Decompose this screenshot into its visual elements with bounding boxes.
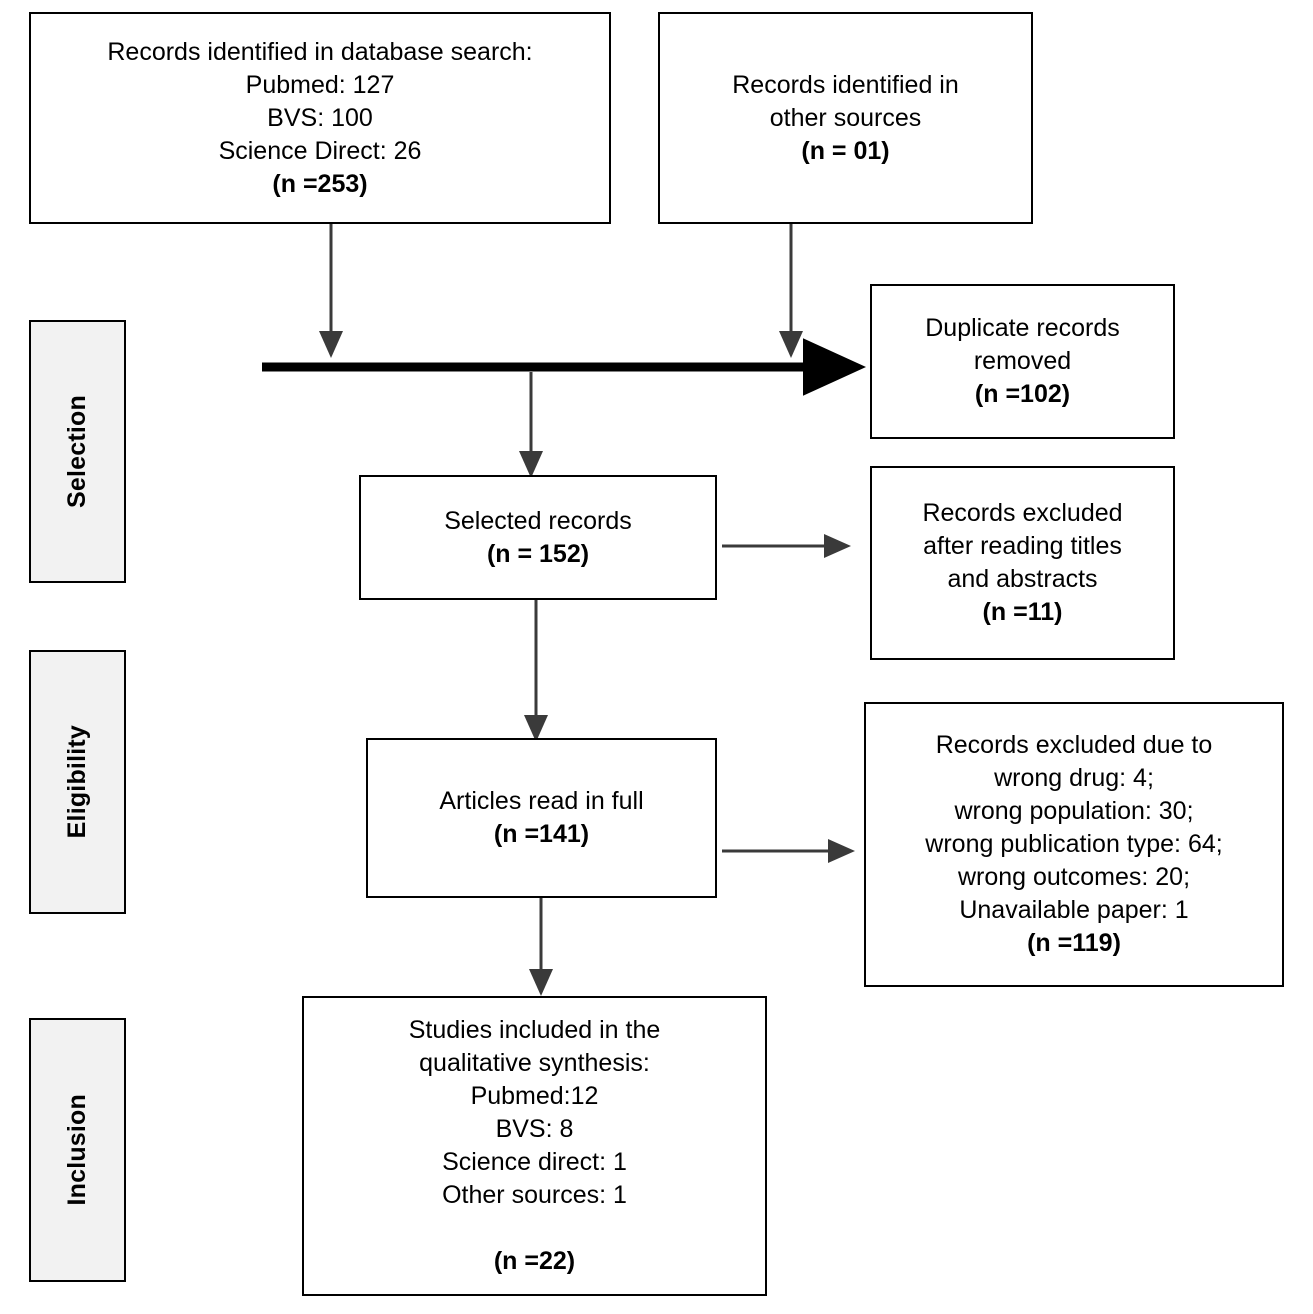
box-included-count: (n =22) xyxy=(493,1247,576,1275)
box-excluded-titles-line-3: and abstracts xyxy=(947,565,1098,593)
box-other-sources xyxy=(658,12,1033,224)
box-excluded-full-line-1: Records excluded due to xyxy=(935,731,1213,759)
box-included-spacer xyxy=(531,1212,538,1245)
stage-label-selection xyxy=(29,320,126,583)
box-selected-records-line-1: Selected records xyxy=(444,506,632,535)
box-articles-read-full xyxy=(366,738,717,898)
box-excluded-full-line-5: wrong outcomes: 20; xyxy=(957,863,1191,891)
box-excluded-titles-abstracts xyxy=(870,466,1175,660)
box-excluded-full-line-3: wrong population: 30; xyxy=(954,797,1194,825)
box-selected-records-count: (n = 152) xyxy=(486,539,590,568)
box-included-line-3: Pubmed:12 xyxy=(470,1082,599,1110)
box-database-search-line-2: Pubmed: 127 xyxy=(245,70,395,99)
box-other-sources-line-2: other sources xyxy=(769,103,922,132)
box-duplicates-removed xyxy=(870,284,1175,439)
stage-label-selection-text: Selection xyxy=(63,395,91,508)
box-other-sources-count: (n = 01) xyxy=(801,136,890,165)
stage-label-eligibility-text: Eligibility xyxy=(63,725,91,839)
box-duplicates-removed-line-2: removed xyxy=(973,347,1072,375)
box-selected-records xyxy=(359,475,717,600)
box-excluded-full-line-6: Unavailable paper: 1 xyxy=(959,896,1189,924)
box-database-search-line-3: BVS: 100 xyxy=(267,103,373,132)
box-excluded-full-text xyxy=(864,702,1284,987)
box-included-line-6: Other sources: 1 xyxy=(442,1181,627,1209)
box-duplicates-removed-count: (n =102) xyxy=(974,380,1071,408)
stage-label-inclusion-text: Inclusion xyxy=(63,1094,91,1206)
stage-label-inclusion xyxy=(29,1018,126,1282)
box-articles-read-line-1: Articles read in full xyxy=(439,787,644,815)
box-database-search-line-4: Science Direct: 26 xyxy=(218,136,422,165)
box-included-line-4: BVS: 8 xyxy=(495,1115,574,1143)
box-excluded-full-line-2: wrong drug: 4; xyxy=(994,764,1154,792)
box-database-search-count: (n =253) xyxy=(272,169,368,198)
box-excluded-titles-line-2: after reading titles xyxy=(923,532,1122,560)
box-included-studies xyxy=(302,996,767,1296)
box-other-sources-line-1: Records identified in xyxy=(732,70,959,99)
box-included-line-5: Science direct: 1 xyxy=(442,1148,627,1176)
box-included-line-1: Studies included in the xyxy=(408,1016,661,1044)
box-excluded-titles-count: (n =11) xyxy=(982,598,1063,626)
box-excluded-full-line-4: wrong publication type: 64; xyxy=(925,830,1223,858)
stage-label-eligibility xyxy=(29,650,126,914)
box-database-search xyxy=(29,12,611,224)
box-included-line-2: qualitative synthesis: xyxy=(419,1049,650,1077)
box-excluded-titles-line-1: Records excluded xyxy=(922,499,1123,527)
box-duplicates-removed-line-1: Duplicate records xyxy=(925,314,1120,342)
box-database-search-line-1: Records identified in database search: xyxy=(107,37,533,66)
box-articles-read-count: (n =141) xyxy=(493,820,590,848)
box-excluded-full-count: (n =119) xyxy=(1027,929,1121,957)
